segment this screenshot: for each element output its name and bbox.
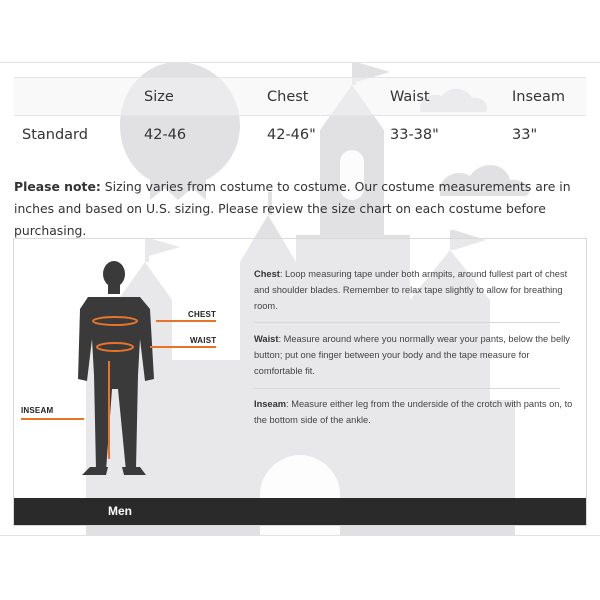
sizing-note [14,176,586,242]
waist-term: Waist [254,334,279,344]
note-label: Please note: [14,179,101,194]
table-cell-chest: 42-46" [267,126,316,143]
waist-label: WAIST [190,336,217,345]
column-header-size: Size [144,88,174,105]
table-cell-size-name: Standard [22,126,88,143]
waist-text: : Measure around where you normally wear your pants, below the belly button; put one finger between your body and the tape measure for comfortable fit. [254,334,570,376]
gender-label: Men [108,504,132,518]
column-header [14,78,136,116]
gender-footer-bar [14,498,586,525]
inseam-description [254,396,574,428]
measurement-guide [13,238,587,526]
waist-description [254,331,574,379]
body-silhouette-icon [14,239,254,499]
chest-text: : Loop measuring tape under both armpits, around fullest part of chest and shoulder blades. Remember to relax tape slightly to allow for breathing room. [254,269,568,311]
chest-term: Chest [254,269,280,279]
chest-label: CHEST [188,310,217,319]
top-divider [0,62,600,63]
divider [254,388,560,389]
table-row [14,116,586,154]
chest-description [254,266,574,314]
column-header-inseam: Inseam [512,88,565,105]
inseam-label: INSEAM [21,406,54,415]
table-header-row [14,78,586,116]
column-header-waist: Waist [390,88,430,105]
column-header-chest: Chest [267,88,309,105]
size-table [14,77,586,154]
inseam-text: : Measure either leg from the underside of the crotch with pants on, to the bottom side of the ankle. [254,399,573,425]
table-cell-waist: 33-38" [390,126,439,143]
note-text: Sizing varies from costume to costume. Our costume measurements are in inches and based on U.S. sizing. Please review the size chart on each costume before purchasing. [14,179,571,238]
table-cell-size: 42-46 [144,126,187,143]
table-cell-inseam: 33" [512,126,538,143]
bottom-divider [0,535,600,536]
divider [254,322,560,323]
inseam-term: Inseam [254,399,287,409]
